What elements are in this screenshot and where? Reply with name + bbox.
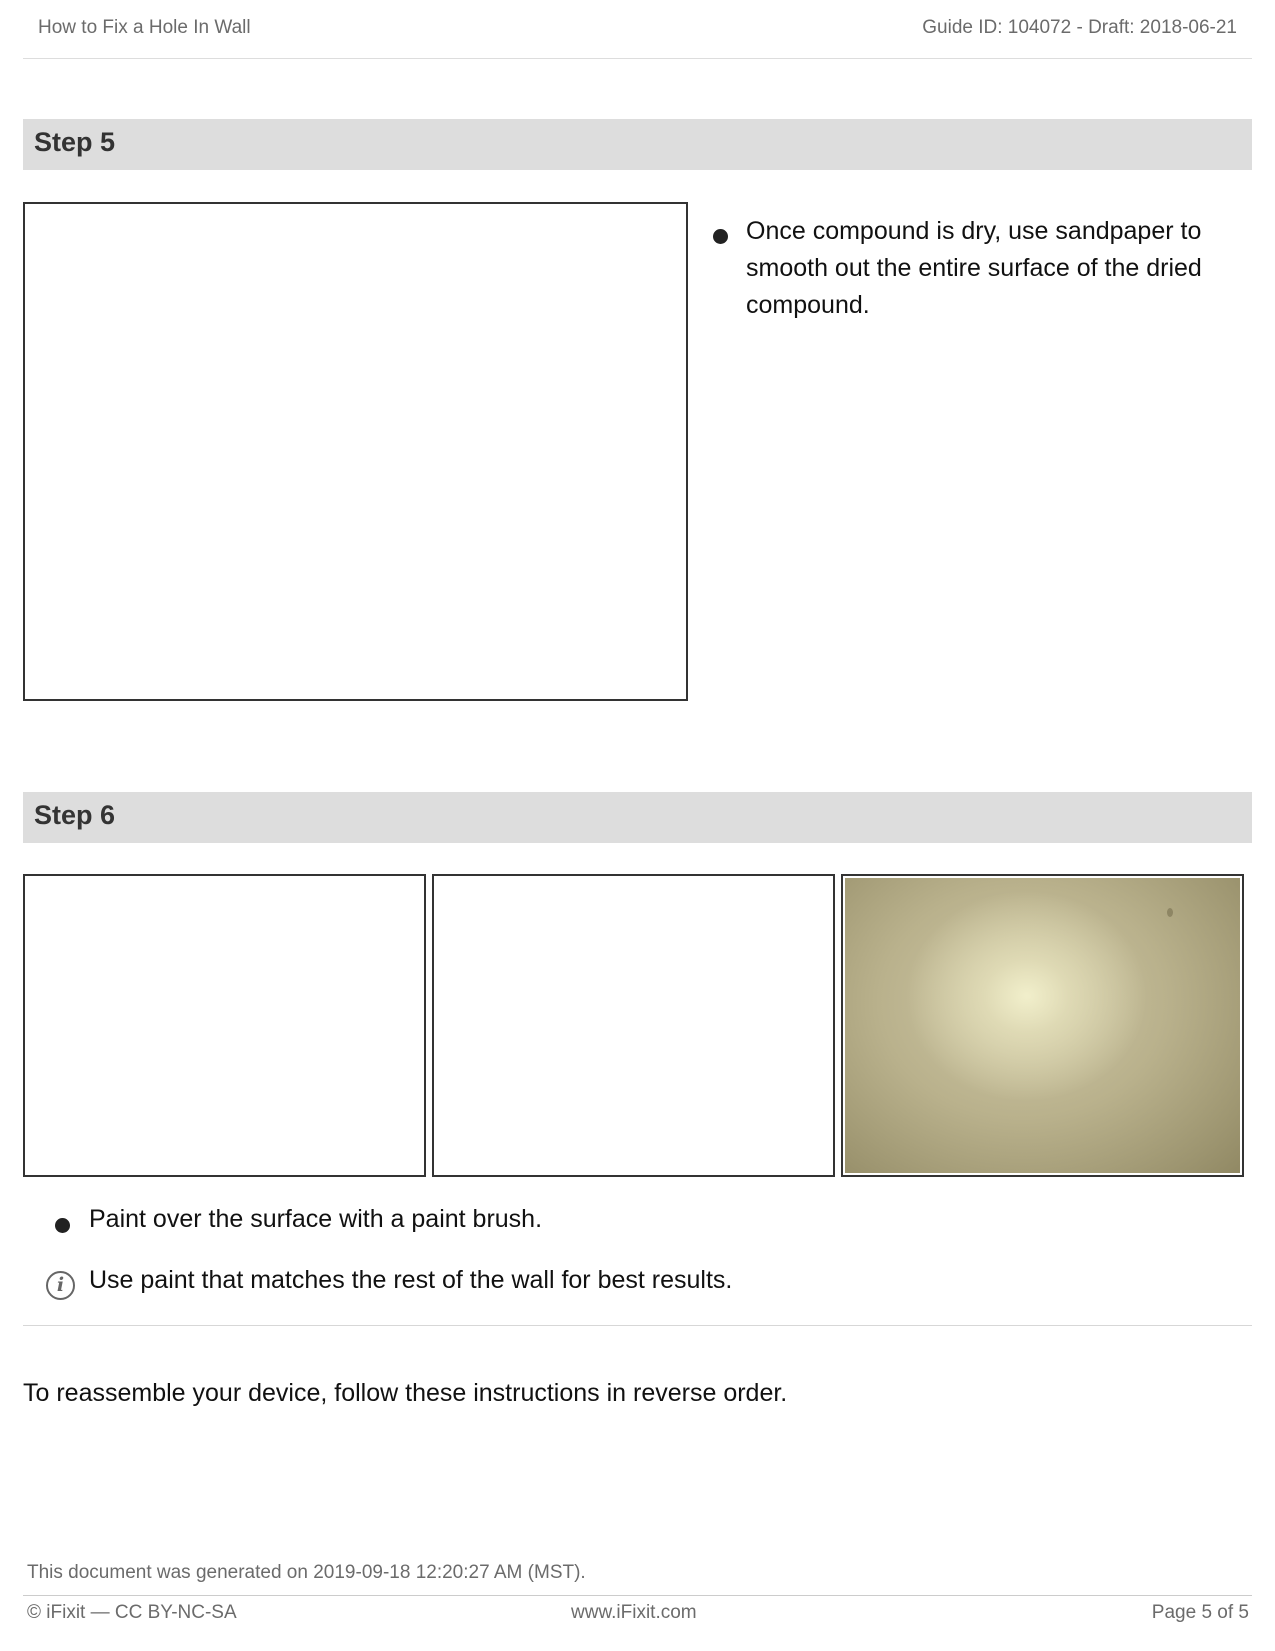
bullet-dot-icon <box>55 1218 70 1233</box>
painted-wall-photo <box>845 878 1240 1173</box>
step-6-info-note: Use paint that matches the rest of the wall for best results. <box>89 1266 733 1294</box>
bullet-dot-icon <box>713 229 728 244</box>
page-header <box>23 0 1252 59</box>
guide-id: Guide ID: 104072 - Draft: 2018-06-21 <box>922 17 1237 38</box>
info-icon: i <box>46 1271 75 1300</box>
step-5-image <box>23 202 688 701</box>
wall-speck <box>1167 908 1173 917</box>
step-6-header <box>23 792 1252 843</box>
reassembly-note: To reassemble your device, follow these instructions in reverse order. <box>23 1379 788 1407</box>
step-6-image-3 <box>841 874 1244 1177</box>
footer-license: © iFixit — CC BY-NC-SA <box>27 1602 237 1623</box>
footer-divider <box>23 1595 1252 1596</box>
generated-note: This document was generated on 2019-09-18 12:20:27 AM (MST). <box>27 1562 586 1583</box>
step-6-bullet-1: Paint over the surface with a paint brush. <box>89 1205 543 1233</box>
step-6-image-1 <box>23 874 426 1177</box>
footer-page-number: Page 5 of 5 <box>1151 1602 1249 1623</box>
step-5-title: Step 5 <box>34 127 116 157</box>
step-5-bullet-1: Once compound is dry, use sandpaper to smooth out the entire surface of the dried compound. <box>746 217 1202 319</box>
step-6-title: Step 6 <box>34 800 116 830</box>
step-5-header <box>23 119 1252 170</box>
section-divider <box>23 1325 1252 1326</box>
footer-site-link[interactable]: www.iFixit.com <box>571 1602 697 1623</box>
document-title: How to Fix a Hole In Wall <box>38 17 251 38</box>
step-6-image-2 <box>432 874 835 1177</box>
